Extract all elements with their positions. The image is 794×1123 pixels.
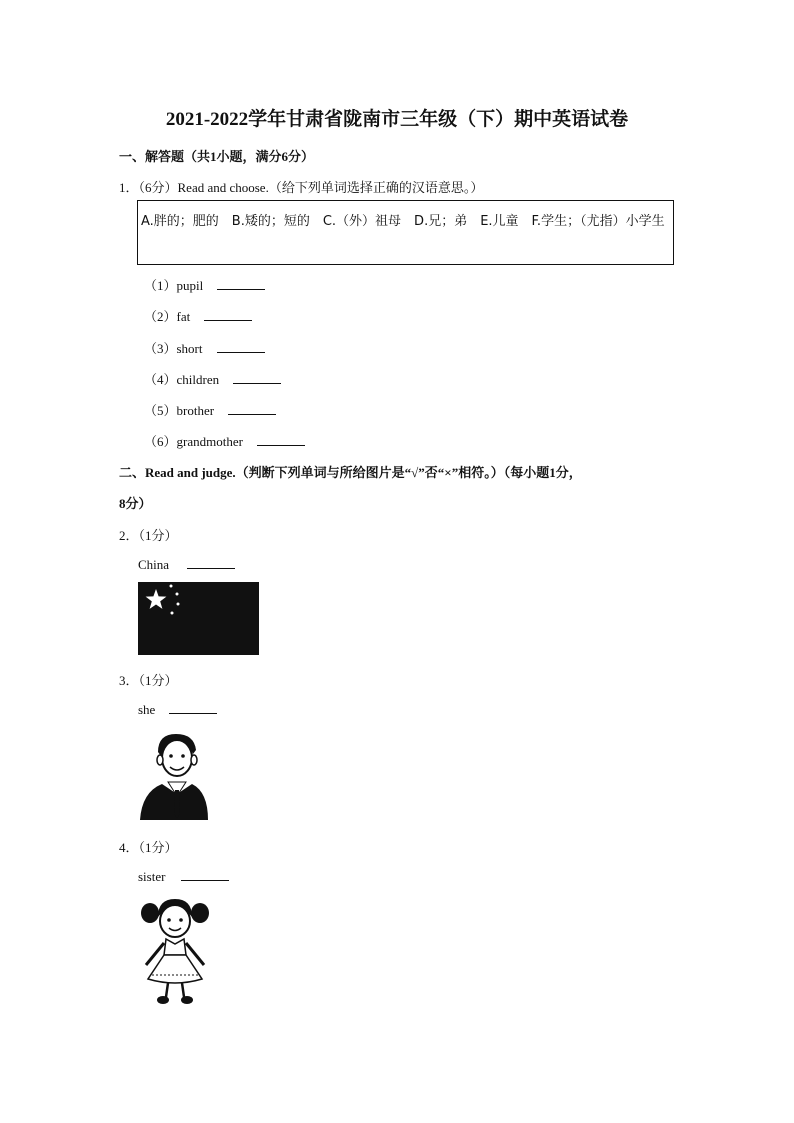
item-label: （1）pupil (144, 278, 204, 293)
section2-heading: 二、Read and judge.（判断下列单词与所给图片是“√”否“×”相符。）（每小题1分， (119, 465, 582, 480)
answer-blank[interactable] (217, 340, 265, 353)
question-1: 1．（6分）Read and choose.（给下列单词选择正确的汉语意思。） (119, 180, 484, 195)
answer-blank[interactable] (187, 556, 235, 569)
options-box: A.胖的；肥的 B.矮的；短的 C.（外）祖母 D.兄；弟 E.儿童 F.学生；（尤指）小学生 (137, 200, 674, 265)
answer-blank[interactable] (204, 308, 252, 321)
item-label: （3）short (144, 341, 203, 356)
boy-cartoon-icon (138, 730, 210, 820)
girl-cartoon-icon (140, 895, 210, 1007)
word-row (138, 868, 229, 885)
item-row (144, 306, 252, 325)
item-label: （6）grandmother (144, 434, 243, 449)
item-label: （5）brother (144, 403, 215, 418)
item-row (144, 338, 265, 357)
answer-blank[interactable] (181, 868, 229, 881)
word-label: sister (138, 869, 166, 884)
page-title: 2021-2022学年甘肃省陇南市三年级（下）期中英语试卷 (165, 109, 629, 130)
section2-heading-cont: 8分） (119, 496, 152, 511)
section1-heading: 一、解答题（共1小题，满分6分） (119, 149, 315, 164)
answer-blank[interactable] (257, 433, 305, 446)
question-2: 2．（1分） (119, 528, 178, 543)
answer-blank[interactable] (228, 402, 276, 415)
item-row (144, 369, 281, 388)
question-3: 3．（1分） (119, 673, 178, 688)
word-label: China (138, 557, 170, 572)
item-label: （4）children (144, 372, 220, 387)
item-label: （2）fat (144, 309, 191, 324)
item-row (144, 431, 305, 450)
word-label: she (138, 702, 156, 717)
item-row (144, 400, 276, 419)
answer-blank[interactable] (217, 277, 265, 290)
word-row (138, 556, 235, 573)
item-row (144, 275, 265, 294)
answer-blank[interactable] (169, 701, 217, 714)
word-row (138, 701, 217, 718)
china-flag-icon (138, 582, 259, 655)
answer-blank[interactable] (233, 371, 281, 384)
question-4: 4．（1分） (119, 840, 178, 855)
